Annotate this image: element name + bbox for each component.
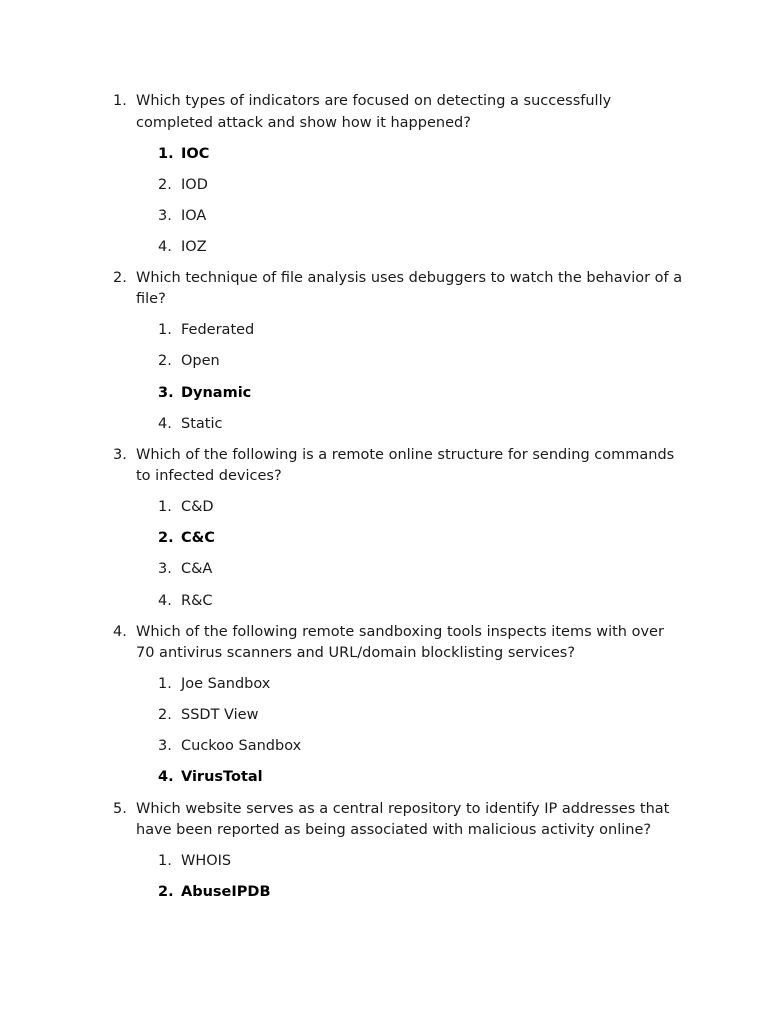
- answer-text: WHOIS: [181, 853, 232, 869]
- question-text: Which types of indicators are focused on detecting a successfully completed attack and show how it happened?: [136, 93, 612, 131]
- answer-text: IOZ: [181, 238, 207, 255]
- answer-text: C&A: [181, 561, 213, 578]
- answer-text: AbuseIPDB: [181, 884, 271, 901]
- answer-number: 4.: [158, 238, 172, 255]
- question-item: [113, 622, 683, 789]
- answer-number: 4.: [158, 415, 172, 432]
- answer-number: 4.: [158, 592, 172, 609]
- answer-text: Cuckoo Sandbox: [181, 738, 302, 755]
- answer-number: 3.: [158, 561, 172, 578]
- answer-text: Joe Sandbox: [181, 676, 271, 693]
- answer-number: 3.: [158, 207, 172, 224]
- question-text: Which website serves as a central repository to identify IP addresses that have been reported as being associated with malicious activity online?: [136, 800, 670, 838]
- answer-number: 2.: [158, 707, 172, 724]
- answer-option: [158, 674, 683, 696]
- answer-number: 1.: [158, 145, 174, 162]
- answer-number: 2.: [158, 884, 174, 901]
- answer-text: SSDT View: [181, 707, 259, 724]
- answer-option-correct: [158, 383, 683, 405]
- answer-option-correct: [158, 528, 683, 550]
- question-item: [113, 445, 683, 612]
- answer-text: Federated: [181, 322, 255, 339]
- question-text: Which technique of file analysis uses debuggers to watch the behavior of a file?: [136, 269, 683, 308]
- answer-number: 3.: [158, 384, 174, 401]
- answer-text: R&C: [181, 592, 213, 609]
- answer-text: Dynamic: [181, 384, 252, 401]
- answer-list: [136, 497, 683, 612]
- answer-number: 1.: [158, 853, 172, 869]
- question-item: [113, 268, 683, 435]
- answer-option: [158, 497, 683, 519]
- answer-option: [158, 414, 683, 436]
- answer-list: [136, 674, 683, 789]
- question-number: 2.: [113, 269, 127, 286]
- answer-text: Static: [181, 415, 223, 432]
- answer-text: C&C: [181, 530, 215, 547]
- answer-text: VirusTotal: [181, 769, 263, 786]
- question-list: [113, 91, 683, 913]
- answer-option: [158, 206, 683, 228]
- answer-number: 2.: [158, 176, 172, 193]
- answer-option: [158, 705, 683, 727]
- question-item: [113, 91, 683, 258]
- answer-number: 1.: [158, 676, 172, 693]
- answer-option-correct: [158, 144, 683, 166]
- answer-number: 2.: [158, 353, 172, 370]
- answer-number: 4.: [158, 769, 174, 786]
- answer-option: [158, 351, 683, 373]
- question-number: 5.: [113, 800, 127, 817]
- answer-number: 1.: [158, 499, 172, 516]
- answer-option-correct: [158, 882, 683, 904]
- answer-option-correct: [158, 767, 683, 789]
- answer-list: [136, 851, 683, 904]
- answer-option: [158, 559, 683, 581]
- answer-option: [158, 320, 683, 342]
- answer-text: C&D: [181, 499, 214, 516]
- question-text: Which of the following is a remote online structure for sending commands to infected devices?: [136, 446, 675, 485]
- answer-option: [158, 851, 683, 873]
- answer-text: IOA: [181, 207, 207, 224]
- answer-text: IOC: [181, 145, 210, 162]
- question-number: 3.: [113, 446, 127, 463]
- answer-option: [158, 591, 683, 613]
- answer-text: IOD: [181, 176, 208, 193]
- question-text: Which of the following remote sandboxing tools inspects items with over 70 antivirus scanners and URL/domain blocklisting services?: [136, 623, 664, 662]
- question-number: 1.: [113, 93, 127, 109]
- answer-option: [158, 736, 683, 758]
- question-number: 4.: [113, 623, 127, 640]
- answer-list: [136, 144, 683, 259]
- answer-text: Open: [181, 353, 220, 370]
- answer-number: 2.: [158, 530, 174, 547]
- question-item: [113, 799, 683, 904]
- answer-number: 3.: [158, 738, 172, 755]
- answer-option: [158, 237, 683, 259]
- answer-option: [158, 175, 683, 197]
- answer-number: 1.: [158, 322, 172, 339]
- answer-list: [136, 320, 683, 435]
